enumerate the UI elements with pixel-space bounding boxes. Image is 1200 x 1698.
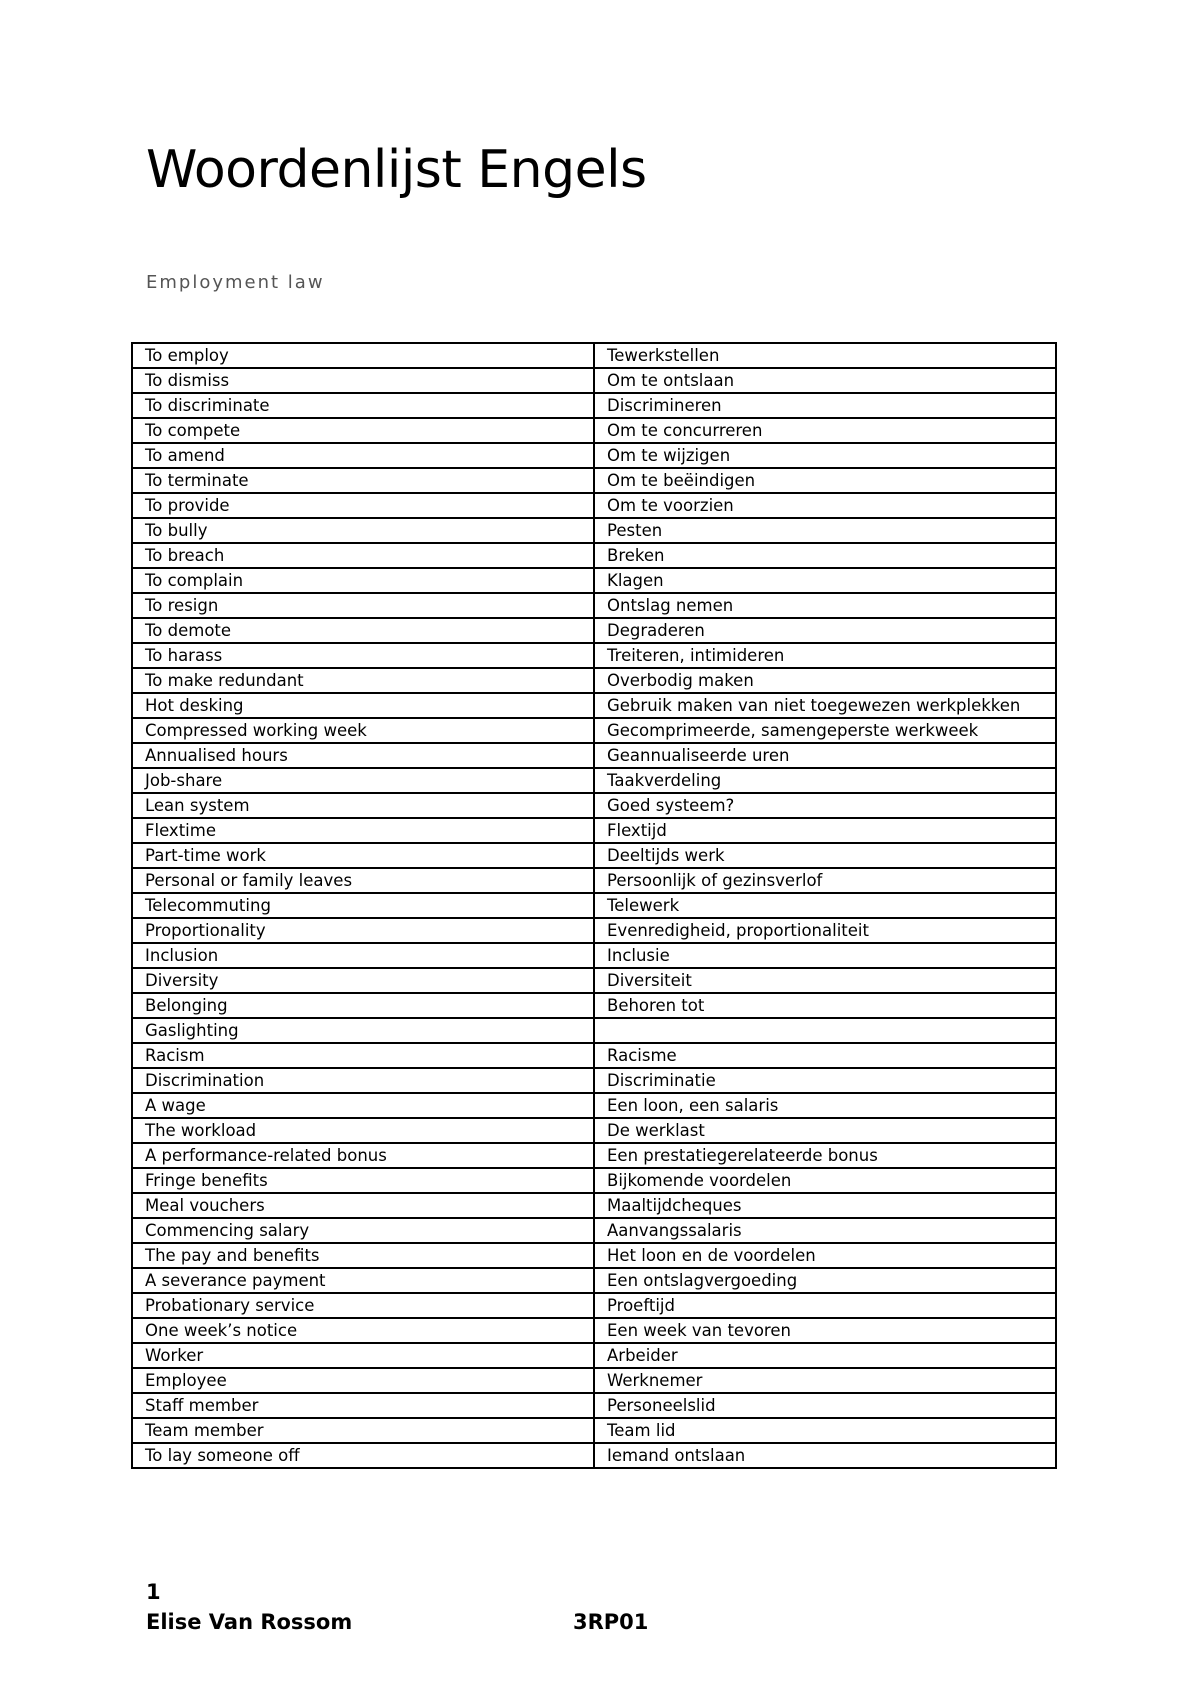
english-term-cell: To discriminate [132,393,594,418]
dutch-translation-cell: Telewerk [594,893,1056,918]
table-row [132,1368,1056,1393]
dutch-translation-cell: Een ontslagvergoeding [594,1268,1056,1293]
footer-class-code: 3RP01 [573,1610,649,1634]
english-term-cell: Probationary service [132,1293,594,1318]
table-row [132,968,1056,993]
table-row [132,1018,1056,1043]
table-row [132,1193,1056,1218]
table-row [132,843,1056,868]
table-row [132,918,1056,943]
dutch-translation-cell: Discriminatie [594,1068,1056,1093]
english-term-cell: Flextime [132,818,594,843]
dutch-translation-cell: Een loon, een salaris [594,1093,1056,1118]
english-term-cell: Worker [132,1343,594,1368]
table-row [132,718,1056,743]
dutch-translation-cell: Persoonlijk of gezinsverlof [594,868,1056,893]
table-row [132,1093,1056,1118]
dutch-translation-cell: Deeltijds werk [594,843,1056,868]
table-row [132,743,1056,768]
table-row [132,418,1056,443]
dutch-translation-cell: Klagen [594,568,1056,593]
dutch-translation-cell: Ontslag nemen [594,593,1056,618]
dutch-translation-cell: Geannualiseerde uren [594,743,1056,768]
table-row [132,818,1056,843]
table-row [132,993,1056,1018]
dutch-translation-cell: Gebruik maken van niet toegewezen werkplekken [594,693,1056,718]
english-term-cell: Diversity [132,968,594,993]
table-row [132,693,1056,718]
table-row [132,1168,1056,1193]
page-title: Woordenlijst Engels [146,140,647,200]
dutch-translation-cell: Treiteren, intimideren [594,643,1056,668]
dutch-translation-cell: Pesten [594,518,1056,543]
dutch-translation-cell: Discrimineren [594,393,1056,418]
vocabulary-table-body [132,343,1056,1468]
table-row [132,368,1056,393]
english-term-cell: Team member [132,1418,594,1443]
dutch-translation-cell: Maaltijdcheques [594,1193,1056,1218]
english-term-cell: Fringe benefits [132,1168,594,1193]
table-row [132,393,1056,418]
english-term-cell: To breach [132,543,594,568]
dutch-translation-cell: Om te ontslaan [594,368,1056,393]
dutch-translation-cell: De werklast [594,1118,1056,1143]
table-row [132,793,1056,818]
dutch-translation-cell: Aanvangssalaris [594,1218,1056,1243]
english-term-cell: To lay someone off [132,1443,594,1468]
english-term-cell: To terminate [132,468,594,493]
english-term-cell: To bully [132,518,594,543]
dutch-translation-cell: Behoren tot [594,993,1056,1018]
dutch-translation-cell: Overbodig maken [594,668,1056,693]
dutch-translation-cell: Proeftijd [594,1293,1056,1318]
english-term-cell: Meal vouchers [132,1193,594,1218]
dutch-translation-cell: Om te voorzien [594,493,1056,518]
english-term-cell: Personal or family leaves [132,868,594,893]
table-row [132,1118,1056,1143]
english-term-cell: Inclusion [132,943,594,968]
english-term-cell: A performance-related bonus [132,1143,594,1168]
english-term-cell: To resign [132,593,594,618]
english-term-cell: To complain [132,568,594,593]
dutch-translation-cell: Het loon en de voordelen [594,1243,1056,1268]
table-row [132,543,1056,568]
dutch-translation-cell: Team lid [594,1418,1056,1443]
english-term-cell: The workload [132,1118,594,1143]
table-row [132,1143,1056,1168]
table-row [132,593,1056,618]
page-subtitle: Employment law [146,272,325,293]
english-term-cell: Commencing salary [132,1218,594,1243]
dutch-translation-cell: Iemand ontslaan [594,1443,1056,1468]
table-row [132,1218,1056,1243]
table-row [132,1243,1056,1268]
dutch-translation-cell: Personeelslid [594,1393,1056,1418]
dutch-translation-cell: Racisme [594,1043,1056,1068]
dutch-translation-cell [594,1018,1056,1043]
table-row [132,943,1056,968]
english-term-cell: Belonging [132,993,594,1018]
dutch-translation-cell: Evenredigheid, proportionaliteit [594,918,1056,943]
table-row [132,1293,1056,1318]
dutch-translation-cell: Een prestatiegerelateerde bonus [594,1143,1056,1168]
table-row [132,1318,1056,1343]
english-term-cell: Gaslighting [132,1018,594,1043]
dutch-translation-cell: Tewerkstellen [594,343,1056,368]
english-term-cell: To demote [132,618,594,643]
english-term-cell: A wage [132,1093,594,1118]
table-row [132,768,1056,793]
dutch-translation-cell: Gecomprimeerde, samengeperste werkweek [594,718,1056,743]
dutch-translation-cell: Arbeider [594,1343,1056,1368]
table-row [132,643,1056,668]
table-row [132,568,1056,593]
english-term-cell: To compete [132,418,594,443]
english-term-cell: The pay and benefits [132,1243,594,1268]
english-term-cell: Proportionality [132,918,594,943]
table-row [132,1443,1056,1468]
table-row [132,443,1056,468]
dutch-translation-cell: Taakverdeling [594,768,1056,793]
english-term-cell: To provide [132,493,594,518]
dutch-translation-cell: Om te beëindigen [594,468,1056,493]
table-row [132,1418,1056,1443]
footer-author: Elise Van Rossom [146,1610,353,1634]
dutch-translation-cell: Een week van tevoren [594,1318,1056,1343]
english-term-cell: Staff member [132,1393,594,1418]
dutch-translation-cell: Om te wijzigen [594,443,1056,468]
table-row [132,1268,1056,1293]
english-term-cell: Job-share [132,768,594,793]
table-row [132,668,1056,693]
english-term-cell: Hot desking [132,693,594,718]
english-term-cell: To amend [132,443,594,468]
table-row [132,868,1056,893]
vocabulary-table [131,342,1057,1469]
dutch-translation-cell: Inclusie [594,943,1056,968]
table-row [132,1393,1056,1418]
table-row [132,493,1056,518]
english-term-cell: Lean system [132,793,594,818]
table-row [132,1343,1056,1368]
english-term-cell: A severance payment [132,1268,594,1293]
table-row [132,518,1056,543]
english-term-cell: One week’s notice [132,1318,594,1343]
dutch-translation-cell: Bijkomende voordelen [594,1168,1056,1193]
english-term-cell: Racism [132,1043,594,1068]
dutch-translation-cell: Degraderen [594,618,1056,643]
english-term-cell: To make redundant [132,668,594,693]
english-term-cell: Discrimination [132,1068,594,1093]
table-row [132,618,1056,643]
english-term-cell: Part-time work [132,843,594,868]
table-row [132,1043,1056,1068]
table-row [132,1068,1056,1093]
dutch-translation-cell: Diversiteit [594,968,1056,993]
dutch-translation-cell: Flextijd [594,818,1056,843]
table-row [132,343,1056,368]
english-term-cell: Telecommuting [132,893,594,918]
table-row [132,468,1056,493]
dutch-translation-cell: Breken [594,543,1056,568]
table-row [132,893,1056,918]
english-term-cell: Employee [132,1368,594,1393]
english-term-cell: Compressed working week [132,718,594,743]
english-term-cell: Annualised hours [132,743,594,768]
dutch-translation-cell: Om te concurreren [594,418,1056,443]
english-term-cell: To harass [132,643,594,668]
dutch-translation-cell: Goed systeem? [594,793,1056,818]
english-term-cell: To dismiss [132,368,594,393]
dutch-translation-cell: Werknemer [594,1368,1056,1393]
english-term-cell: To employ [132,343,594,368]
page-number: 1 [146,1580,161,1604]
